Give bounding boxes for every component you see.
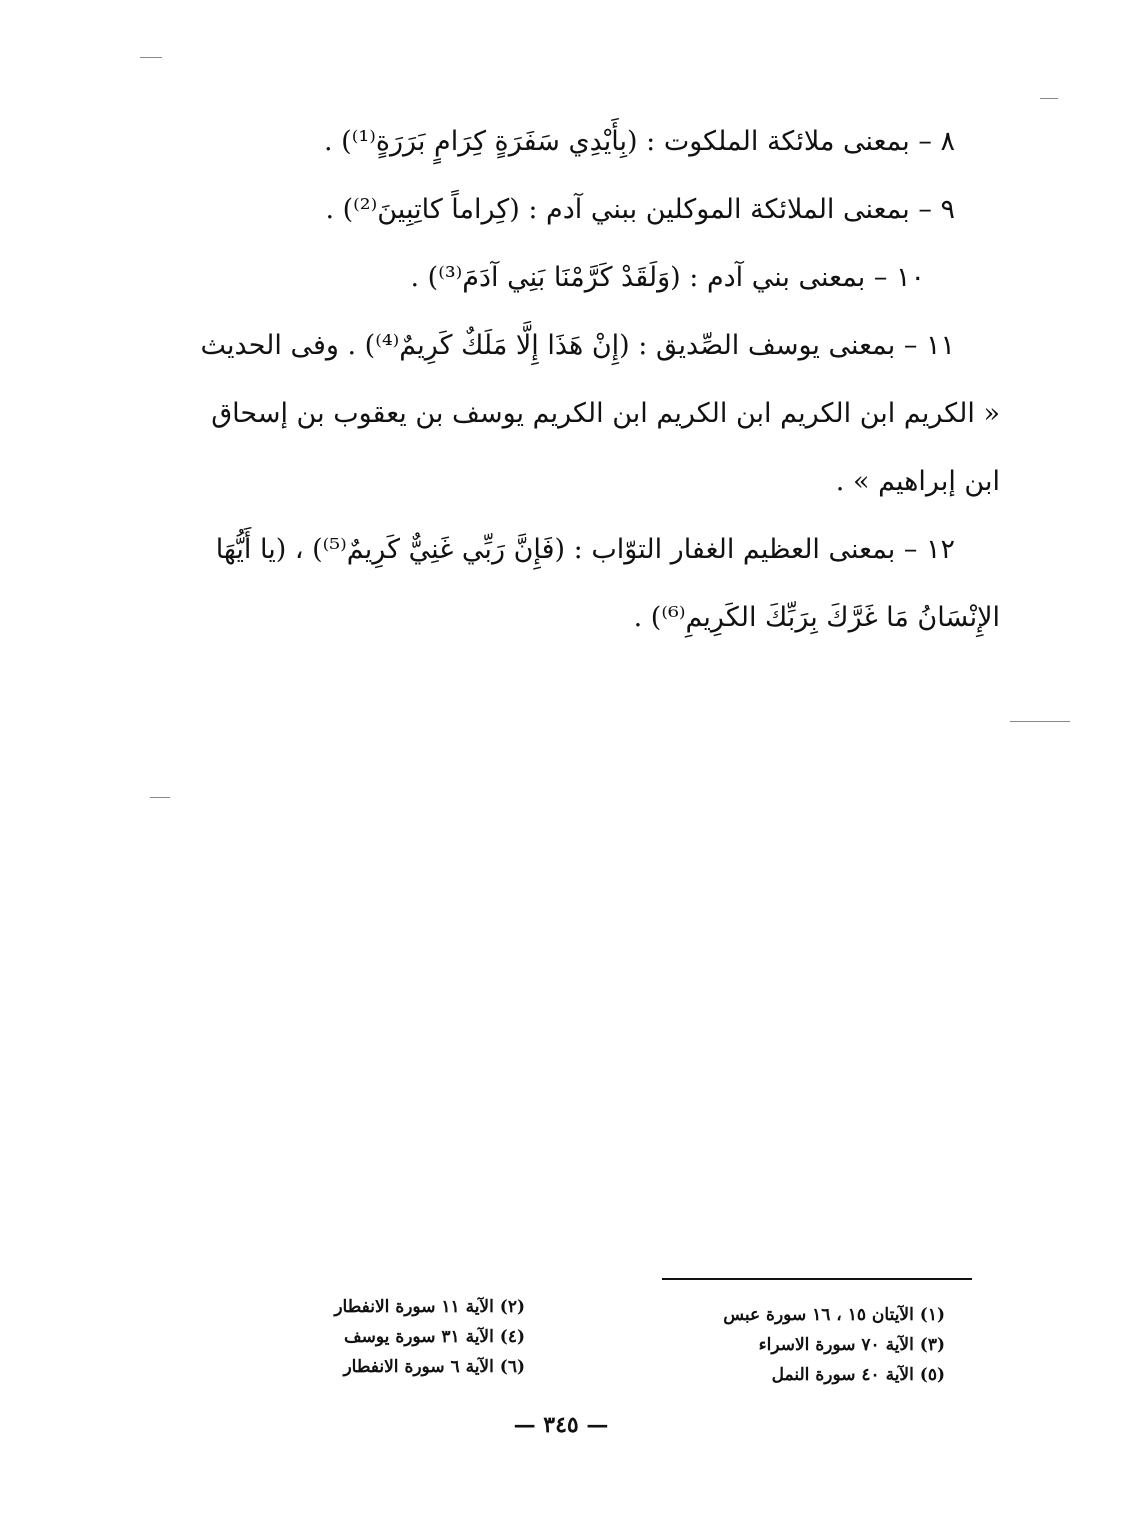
page-number: — ٣٤٥ — — [513, 1412, 609, 1438]
scan-speck — [140, 57, 162, 58]
text-line-item-8: ٨ – بمعنى ملائكة الملكوت : (بِأَيْدِي سَفَرَةٍ كِرَامٍ بَرَرَةٍ⁽¹⁾) . — [324, 126, 955, 157]
scan-speck — [1010, 721, 1070, 722]
footnotes-left-column — [250, 1292, 525, 1382]
footnote-2: (٢) الآية ١١ سورة الانفطار — [334, 1297, 525, 1317]
footnote-4: (٤) الآية ٣١ سورة يوسف — [344, 1327, 525, 1347]
footnote-6: (٦) الآية ٦ سورة الانفطار — [343, 1357, 525, 1377]
footnote-divider — [662, 1278, 972, 1280]
text-line-item-12: ١٢ – بمعنى العظيم الغفار التوّاب : (فَإِنَّ رَبِّي غَنِيٌّ كَرِيمٌ⁽⁵⁾) ، (يا أَيُّهَا — [215, 534, 955, 565]
scan-speck — [1040, 98, 1058, 99]
footnote-1: (١) الآيتان ١٥ ، ١٦ سورة عبس — [723, 1305, 945, 1325]
footnotes-right-column — [640, 1300, 945, 1390]
text-line-hadith-end: ابن إبراهيم » . — [835, 466, 1000, 497]
text-line-item-9: ٩ – بمعنى الملائكة الموكلين ببني آدم : (كِراماً كاتِبِينَ⁽²⁾) . — [325, 194, 955, 225]
text-line-hadith: « الكريم ابن الكريم ابن الكريم ابن الكريم يوسف بن يعقوب بن إسحاق — [211, 398, 1000, 429]
text-line-item-11: ١١ – بمعنى يوسف الصِّديق : (إِنْ هَذَا إِلَّا مَلَكٌ كَرِيمٌ⁽⁴⁾) . وفى الحديث — [200, 330, 955, 361]
text-line-item-10: ١٠ – بمعنى بني آدم : (وَلَقَدْ كَرَّمْنَا بَنِي آدَمَ⁽³⁾) . — [410, 262, 925, 293]
footnote-3: (٣) الآية ٧٠ سورة الاسراء — [758, 1335, 945, 1355]
text-line-item-12-cont: الإِنْسَانُ مَا غَرَّكَ بِرَبِّكَ الكَرِيمِ⁽⁶⁾) . — [633, 602, 1000, 633]
scan-speck — [150, 797, 170, 798]
main-text — [160, 108, 1000, 652]
footnote-5: (٥) الآية ٤٠ سورة النمل — [771, 1365, 945, 1385]
